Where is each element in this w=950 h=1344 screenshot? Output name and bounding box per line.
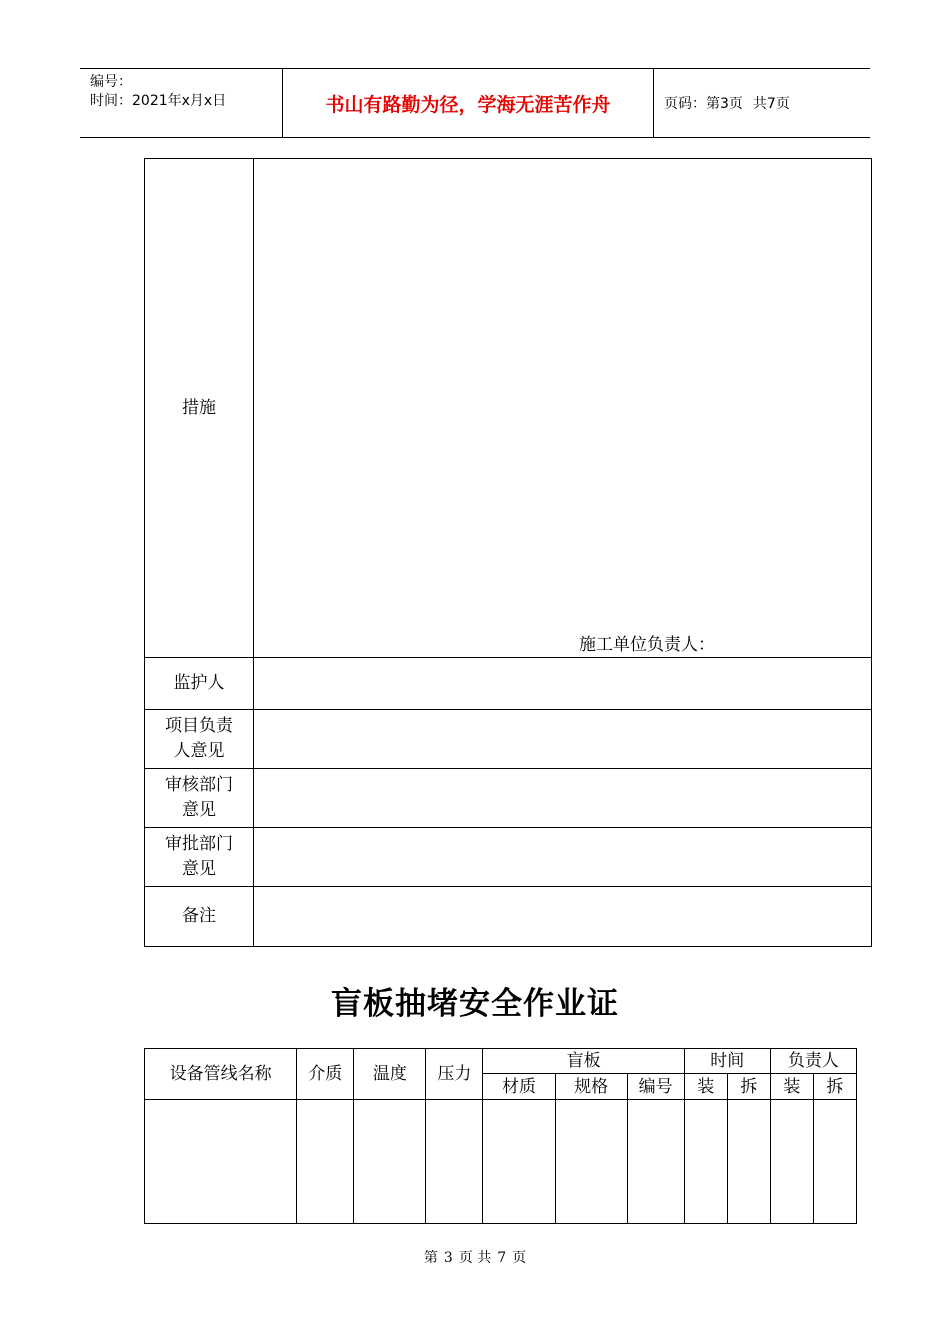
cell-pressure[interactable] — [426, 1100, 483, 1224]
footer-page-number: 3 — [443, 1250, 453, 1266]
col-number: 编号 — [627, 1074, 684, 1100]
page-total: 共7页 — [752, 96, 790, 112]
approval-dept-row — [145, 828, 872, 887]
project-lead-opinion-line1: 项目负责 — [165, 716, 233, 736]
project-lead-opinion-line2: 人意见 — [173, 741, 225, 761]
page-number: 页码：第3页 — [664, 96, 743, 112]
col-remove-time: 拆 — [727, 1074, 770, 1100]
measures-label: 措施 — [145, 159, 254, 658]
footer-post: 页 — [512, 1250, 527, 1266]
col-remove-person: 拆 — [813, 1074, 856, 1100]
header-page-info — [654, 69, 870, 137]
cell-remove-time[interactable] — [727, 1100, 770, 1224]
table-row — [145, 1100, 857, 1224]
permit-form-table — [144, 158, 872, 947]
col-medium: 介质 — [297, 1049, 354, 1100]
review-dept-row — [145, 769, 872, 828]
review-dept-line2: 意见 — [182, 800, 216, 820]
guardian-label: 监护人 — [145, 658, 254, 710]
approval-dept-opinion-field[interactable] — [254, 828, 872, 887]
approval-dept-line2: 意见 — [182, 859, 216, 879]
measures-row — [145, 159, 872, 658]
guardian-field[interactable] — [254, 658, 872, 710]
cell-equipment-name[interactable] — [145, 1100, 297, 1224]
col-pressure: 压力 — [426, 1049, 483, 1100]
col-spec: 规格 — [555, 1074, 627, 1100]
document-time: 时间：2021年x月x日 — [90, 93, 227, 109]
col-temperature: 温度 — [354, 1049, 426, 1100]
blind-plate-table — [144, 1048, 857, 1224]
cell-spec[interactable] — [555, 1100, 627, 1224]
project-lead-opinion-field[interactable] — [254, 710, 872, 769]
header-meta — [80, 69, 282, 137]
project-lead-row — [145, 710, 872, 769]
review-dept-opinion-field[interactable] — [254, 769, 872, 828]
table-header-row-1 — [145, 1049, 857, 1074]
review-dept-line1: 审核部门 — [165, 775, 233, 795]
cell-number[interactable] — [627, 1100, 684, 1224]
header-motto — [282, 69, 654, 137]
col-equipment-name: 设备管线名称 — [145, 1049, 297, 1100]
col-group-time: 时间 — [684, 1049, 770, 1074]
page-header — [80, 68, 870, 138]
remarks-label: 备注 — [145, 887, 254, 947]
construction-lead-signature-label: 施工单位负责人： — [579, 635, 715, 655]
remarks-field[interactable] — [254, 887, 872, 947]
remarks-row — [145, 887, 872, 947]
measures-field[interactable] — [254, 159, 872, 658]
cell-install-time[interactable] — [684, 1100, 727, 1224]
cell-medium[interactable] — [297, 1100, 354, 1224]
col-install-person: 装 — [770, 1074, 813, 1100]
blind-plate-permit-title: 盲板抽堵安全作业证 — [331, 986, 619, 1022]
approval-dept-opinion-label — [145, 828, 254, 887]
motto-text: 书山有路勤为径，学海无涯苦作舟 — [325, 93, 611, 116]
footer-total-pages: 7 — [497, 1250, 507, 1266]
page-footer — [0, 1247, 950, 1267]
footer-mid: 页 共 — [458, 1250, 492, 1266]
cell-material[interactable] — [483, 1100, 555, 1224]
col-material: 材质 — [483, 1074, 555, 1100]
cell-remove-person[interactable] — [813, 1100, 856, 1224]
cell-install-person[interactable] — [770, 1100, 813, 1224]
cell-temperature[interactable] — [354, 1100, 426, 1224]
guardian-row — [145, 658, 872, 710]
col-group-responsible: 负责人 — [770, 1049, 856, 1074]
project-lead-opinion-label — [145, 710, 254, 769]
review-dept-opinion-label — [145, 769, 254, 828]
col-group-blind-plate: 盲板 — [483, 1049, 684, 1074]
footer-pre: 第 — [423, 1250, 438, 1266]
document-number-label: 编号： — [90, 74, 132, 90]
approval-dept-line1: 审批部门 — [165, 834, 233, 854]
col-install-time: 装 — [684, 1074, 727, 1100]
